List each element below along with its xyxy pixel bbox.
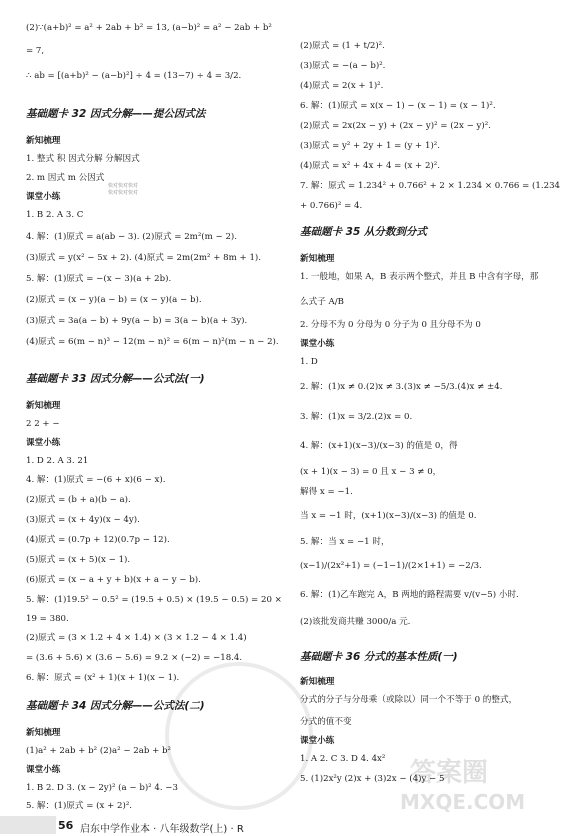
answer-line: (4)原式 = 2(x + 1)². (300, 81, 384, 91)
book-title: 启东中学作业本 · 八年级数学(上) · R (80, 824, 244, 835)
answer-line: 5. 解：(1)原式 = −(x − 3)(a + 2b). (26, 274, 172, 284)
stamp-line: 快对快对快对 (108, 183, 139, 189)
answer-line: (4)原式 = 6(m − n)³ − 12(m − n)² = 6(m − n)²(m − n − 2). (26, 337, 279, 347)
answer-line: 2. 解：(1)x ≠ 0.(2)x ≠ 3.(3)x ≠ −5/3.(4)x ≠ ±4. (300, 382, 503, 392)
answer-line: 5. 解：当 x = −1 时， (300, 537, 390, 547)
watermark-url: MXQE.COM (400, 790, 526, 814)
subsection-heading: 新知梳理 (300, 254, 335, 264)
watermark-logo: 答案圈 (410, 758, 489, 788)
answer-line: + 0.766)² = 4. (300, 201, 363, 211)
section-title: 基础题卡 34 因式分解——公式法(二) (26, 700, 205, 712)
answer-line: (6)原式 = (x − a + y + b)(x + a − y − b). (26, 575, 201, 585)
answer-line: 6. 解：原式 = (x² + 1)(x + 1)(x − 1). (26, 673, 180, 683)
answer-line: (2)原式 = (3 × 1.2 + 4 × 1.4) × (3 × 1.2 − 4 × 1.4) (26, 633, 247, 643)
subsection-heading: 课堂小练 (26, 438, 61, 448)
answer-line: 5. 解：(1)19.5² − 0.5² = (19.5 + 0.5) × (19.5 − 0.5) = 20 × (26, 595, 282, 605)
answer-line: 1. B 2. D 3. (x − 2y)² (a − b)² 4. −3 (26, 783, 178, 793)
answer-line: (3)原式 = y(x² − 5x + 2). (4)原式 = 2m(2m² + 8m + 1). (26, 253, 262, 263)
answer-line: = 7, (26, 46, 45, 56)
answer-line: (4)原式 = (0.7p + 12)(0.7p − 12). (26, 535, 170, 545)
answer-line: 6. 解：(1)乙车跑完 A，B 两地的路程需要 v/(v−5) 小时. (300, 590, 519, 600)
answer-line: ∴ ab = [(a+b)² − (a−b)²] ÷ 4 = (13−7) ÷ 4 = 3/2. (26, 71, 242, 81)
answer-line: 2. m 因式 m 公因式 (26, 173, 105, 183)
footer-bar (0, 816, 56, 834)
answer-line: 5. (1)2x²y (2)x + (3)2x − (4)y − 5 (300, 774, 445, 784)
watermark-seal (165, 662, 313, 810)
answer-line: 解得 x = −1. (300, 487, 353, 497)
answer-line: 3. 解：(1)x = 3/2.(2)x = 0. (300, 412, 413, 422)
subsection-heading: 课堂小练 (300, 736, 335, 746)
subsection-heading: 课堂小练 (26, 192, 61, 202)
answer-line: (3)原式 = (x + 4y)(x − 4y). (26, 515, 140, 525)
subsection-heading: 新知梳理 (26, 136, 61, 146)
answer-line: 2. 分母不为 0 分母为 0 分子为 0 且分母不为 0 (300, 320, 481, 330)
answer-line: (4)原式 = x² + 4x + 4 = (x + 2)². (300, 161, 440, 171)
answer-line: (3)原式 = y² + 2y + 1 = (y + 1)². (300, 141, 440, 151)
answer-line: 分式的值不变 (300, 717, 352, 727)
answer-line: (2)原式 = (1 + t/2)². (300, 41, 385, 51)
answer-line: (2)∵(a+b)² = a² + 2ab + b² = 13, (a−b)² = a² − 2ab + b² (26, 23, 272, 33)
answer-line: (2)该批发商共赚 3000/a 元. (300, 617, 411, 627)
answer-line: (5)原式 = (x + 5)(x − 1). (26, 555, 131, 565)
stamp-line: 快对快对快对 (108, 190, 139, 196)
section-title: 基础题卡 36 分式的基本性质(一) (300, 651, 458, 663)
answer-line: (3)原式 = −(a − b)². (300, 61, 386, 71)
answer-line: 6. 解：(1)原式 = x(x − 1) − (x − 1) = (x − 1)². (300, 101, 496, 111)
subsection-heading: 新知梳理 (26, 728, 61, 738)
answer-line: (2)原式 = (x − y)(a − b) = (x − y)(a − b). (26, 295, 202, 305)
answer-line: (2)原式 = (b + a)(b − a). (26, 495, 131, 505)
answer-line: 5. 解：(1)原式 = (x + 2)². (26, 801, 133, 811)
answer-line: 1. D (300, 357, 318, 367)
answer-line: (x + 1)(x − 3) = 0 且 x − 3 ≠ 0， (300, 467, 442, 477)
answer-line: 1. B 2. A 3. C (26, 210, 84, 220)
answer-line: 4. 解：(1)原式 = −(6 + x)(6 − x). (26, 475, 166, 485)
answer-line: 1. 整式 积 因式分解 分解因式 (26, 154, 140, 164)
stamp-text (108, 183, 138, 197)
answer-line: (3)原式 = 3a(a − b) + 9y(a − b) = 3(a − b)(a + 3y). (26, 316, 248, 326)
answer-line: 1. 一般地，如果 A，B 表示两个整式，并且 B 中含有字母，那 (300, 272, 539, 282)
subsection-heading: 课堂小练 (300, 339, 335, 349)
answer-line: 1. D 2. A 3. 21 (26, 456, 89, 466)
answer-line: 19 = 380. (26, 614, 69, 624)
answer-line: 2 2 + − (26, 419, 60, 429)
section-title: 基础题卡 35 从分数到分式 (300, 226, 427, 238)
answer-line: (2)原式 = 2x(2x − y) + (2x − y)² = (2x − y)². (300, 121, 491, 131)
page-number: 56 (58, 819, 74, 832)
answer-line: = (3.6 + 5.6) × (3.6 − 5.6) = 9.2 × (−2) = −18.4. (26, 653, 243, 663)
answer-line: 当 x = −1 时，(x+1)(x−3)/(x−3) 的值是 0. (300, 511, 477, 521)
subsection-heading: 新知梳理 (300, 677, 335, 687)
answer-line: 分式的分子与分母乘（或除以）同一个不等于 0 的整式， (300, 695, 518, 705)
subsection-heading: 课堂小练 (26, 765, 61, 775)
page-footer (0, 810, 565, 836)
answer-line: 4. 解：(1)原式 = a(ab − 3). (2)原式 = 2m²(m − 2). (26, 232, 237, 242)
answer-line: (x−1)/(2x²+1) = (−1−1)/(2×1+1) = −2/3. (300, 561, 482, 571)
answer-line: (1)a² + 2ab + b² (2)a² − 2ab + b² (26, 746, 171, 756)
answer-line: 4. 解：(x+1)(x−3)/(x−3) 的值是 0，得 (300, 441, 458, 451)
section-title: 基础题卡 33 因式分解——公式法(一) (26, 373, 205, 385)
answer-line: 7. 解：原式 = 1.234² + 0.766² + 2 × 1.234 × 0.766 = (1.234 (300, 181, 561, 191)
answer-line: 1. A 2. C 3. D 4. 4x² (300, 754, 386, 764)
answer-line: 么式子 A/B (300, 297, 344, 307)
section-title: 基础题卡 32 因式分解——提公因式法 (26, 108, 206, 120)
subsection-heading: 新知梳理 (26, 401, 61, 411)
